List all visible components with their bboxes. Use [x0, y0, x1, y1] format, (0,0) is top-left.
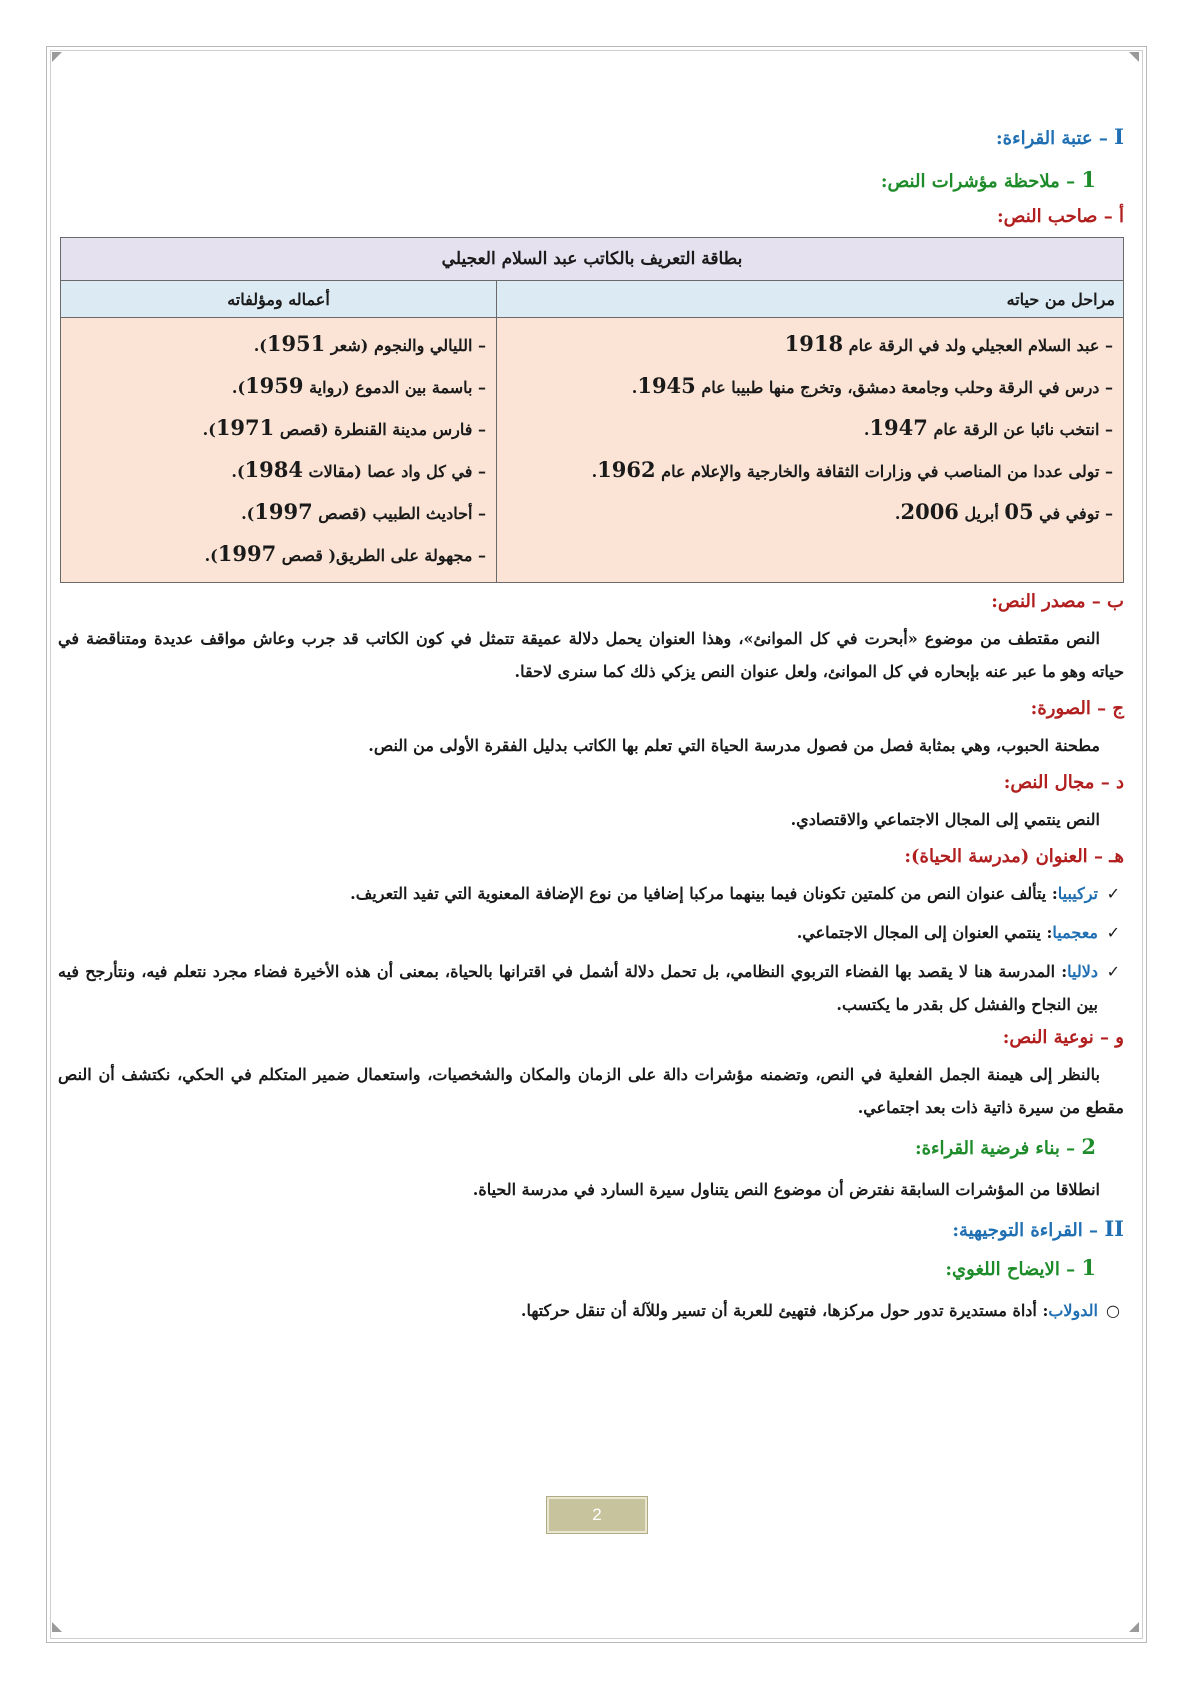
heading-text-type: و – نوعية النص: [1002, 1027, 1124, 1048]
entry-year: 1947 [869, 415, 928, 440]
entry-end: . [631, 378, 638, 397]
circle-bullet-icon: ○ [1106, 1301, 1120, 1320]
entry-text: – في كل واد عصا (مقالات [302, 462, 486, 481]
entry-year: 1962 [597, 457, 656, 482]
title-analysis-list [58, 877, 1124, 1021]
vocabulary-word: الدولاب [1048, 1301, 1098, 1320]
entry-year: 2006 [900, 499, 959, 524]
hypothesis-paragraph: انطلاقا من المؤشرات السابقة نفترض أن موضوع النص يتناول سيرة السارد في مدرسة الحياة. [472, 1180, 1100, 1199]
entry-year: 1951 [266, 331, 326, 356]
life-stages-cell [497, 318, 1124, 583]
checkmark-icon: ✓ [1106, 923, 1120, 942]
subsection-heading-hypothesis [58, 1134, 1096, 1159]
corner-ornament [1129, 52, 1139, 62]
life-stage-item [507, 450, 1113, 492]
work-item [71, 324, 486, 366]
heading-title-analysis: هـ – العنوان (مدرسة الحياة): [904, 846, 1124, 867]
corner-ornament [52, 1622, 62, 1632]
entry-text: – مجهولة على الطريق( قصص [276, 546, 486, 565]
life-stage-item [507, 324, 1113, 366]
entry-end: ). [204, 546, 218, 565]
entry-end: ). [253, 336, 267, 355]
analysis-text: : المدرسة هنا لا يقصد بها الفضاء التربوي النظامي، بل تحمل دلالة أشمل في اقترانها بالحياة، بمعنى أن هذه الأخيرة فضاء مجرد نتعلم فيه، ونتأرجح فيه بين النجاح والفشل كل بقدر ما يكتسب. [58, 962, 1098, 1014]
entry-end: ). [202, 420, 216, 439]
entry-end: . [863, 420, 870, 439]
entry-end: ). [241, 504, 255, 523]
entry-year: 1959 [245, 373, 304, 398]
corner-ornament [1129, 1622, 1139, 1632]
title-analysis-item [58, 877, 1124, 910]
entry-end: . [591, 462, 598, 481]
checkmark-icon: ✓ [1106, 884, 1120, 903]
entry-year: 1971 [215, 415, 275, 440]
subsection-number: 2 [1081, 1134, 1096, 1159]
analysis-text: : يتألف عنوان النص من كلمتين تكونان فيما بينهما مركبا إضافيا من نوع الإضافة المعنوية التي تفيد التعريف. [350, 884, 1058, 903]
section-title: – عتبة القراءة: [996, 128, 1108, 149]
subsection-number: 1 [1081, 167, 1096, 192]
work-item [71, 534, 486, 576]
works-cell [61, 318, 497, 583]
entry-year: 1997 [217, 541, 277, 566]
entry-year: 1945 [637, 373, 696, 398]
entry-text: – توفي في [1033, 504, 1113, 523]
life-stage-item [507, 408, 1113, 450]
entry-end: ). [231, 462, 245, 481]
vocabulary-definition: : أداة مستديرة تدور حول مركزها، فتهيئ للعربة أن تسير وللآلة أن تنقل حركتها. [520, 1301, 1049, 1320]
entry-text: – باسمة بين الدموع (رواية [303, 378, 486, 397]
entry-year: 05 [1004, 499, 1034, 524]
section-heading-guided-reading [58, 1216, 1124, 1241]
analysis-keyword: معجميا [1052, 923, 1098, 942]
heading-image: ج – الصورة: [1030, 698, 1124, 719]
section-heading-reading-threshold [58, 124, 1124, 149]
text-type-paragraph: بالنظر إلى هيمنة الجمل الفعلية في النص، وتضمنه مؤشرات دالة على الزمان والمكان والشخصيات، واستعمال ضمير المتكلم في الحكي، نكتشف أن النص مقطع من سيرة ذاتية ذات بعد اجتماعي. [58, 1065, 1124, 1117]
entry-text: – أحاديث الطبيب (قصص [312, 504, 486, 523]
works-list [71, 324, 486, 576]
section-title: – القراءة التوجيهية: [952, 1220, 1099, 1241]
column-header-works: أعماله ومؤلفاته [61, 281, 497, 318]
entry-text: – الليالي والنجوم (شعر [325, 336, 486, 355]
source-paragraph: النص مقتطف من موضوع «أبحرت في كل الموانئ»، وهذا العنوان يحمل دلالة عميقة تتمثل في كون الكاتب قد جرب وعاش مواقف عديدة ومتناقضة في حياته وهو ما عبر عنه بإبحاره في كل الموانئ، ولعل عنوان النص يزكي ذلك كما سنرى لاحقا. [58, 629, 1124, 681]
heading-author: أ – صاحب النص: [997, 206, 1124, 227]
entry-text: – تولى عددا من المناصب في وزارات الثقافة والخارجية والإعلام عام [655, 462, 1113, 481]
work-item [71, 492, 486, 534]
subsection-title: – بناء فرضية القراءة: [914, 1138, 1076, 1159]
entry-text: – فارس مدينة القنطرة (قصص [274, 420, 486, 439]
subsection-number: 1 [1081, 1255, 1096, 1280]
section-number: I [1114, 124, 1124, 149]
page-number: 2 [547, 1497, 647, 1533]
work-item [71, 450, 486, 492]
entry-year: 1997 [254, 499, 313, 524]
work-item [71, 366, 486, 408]
life-stages-list [507, 324, 1113, 534]
column-header-life: مراحل من حياته [497, 281, 1124, 318]
subsection-heading-vocabulary [58, 1255, 1096, 1280]
entry-year: 1918 [784, 331, 844, 356]
title-analysis-item [58, 916, 1124, 949]
analysis-text: : ينتمي العنوان إلى المجال الاجتماعي. [796, 923, 1053, 942]
vocabulary-list [58, 1294, 1124, 1327]
analysis-keyword: دلاليا [1067, 962, 1098, 981]
heading-source: ب – مصدر النص: [991, 591, 1124, 612]
card-title: بطاقة التعريف بالكاتب عبد السلام العجيلي [61, 238, 1124, 281]
entry-text: – درس في الرقة وحلب وجامعة دمشق، وتخرج منها طبيبا عام [695, 378, 1113, 397]
subsection-title: – الايضاح اللغوي: [945, 1259, 1076, 1280]
entry-text: أبريل [958, 504, 1005, 523]
entry-end: ). [231, 378, 246, 397]
analysis-keyword: تركيبيا [1057, 884, 1098, 903]
life-stage-item [507, 366, 1113, 408]
field-paragraph: النص ينتمي إلى المجال الاجتماعي والاقتصادي. [790, 810, 1100, 829]
work-item [71, 408, 486, 450]
vocabulary-item [58, 1294, 1124, 1327]
subsection-title: – ملاحظة مؤشرات النص: [880, 171, 1076, 192]
corner-ornament [52, 52, 62, 62]
life-stage-item [507, 492, 1113, 534]
checkmark-icon: ✓ [1106, 962, 1120, 981]
author-id-card-table [60, 237, 1124, 583]
entry-text: – انتخب نائبا عن الرقة عام [927, 420, 1113, 439]
document-body [58, 124, 1124, 1327]
entry-year: 1984 [244, 457, 303, 482]
title-analysis-item [58, 955, 1124, 1021]
entry-end: . [894, 504, 901, 523]
image-paragraph: مطحنة الحبوب، وهي بمثابة فصل من فصول مدرسة الحياة التي تعلم بها الكاتب بدليل الفقرة الأولى من النص. [368, 736, 1100, 755]
section-number: II [1104, 1216, 1124, 1241]
heading-field: د – مجال النص: [1003, 772, 1124, 793]
entry-text: – عبد السلام العجيلي ولد في الرقة عام [843, 336, 1113, 355]
subsection-heading-text-indicators [58, 167, 1096, 192]
